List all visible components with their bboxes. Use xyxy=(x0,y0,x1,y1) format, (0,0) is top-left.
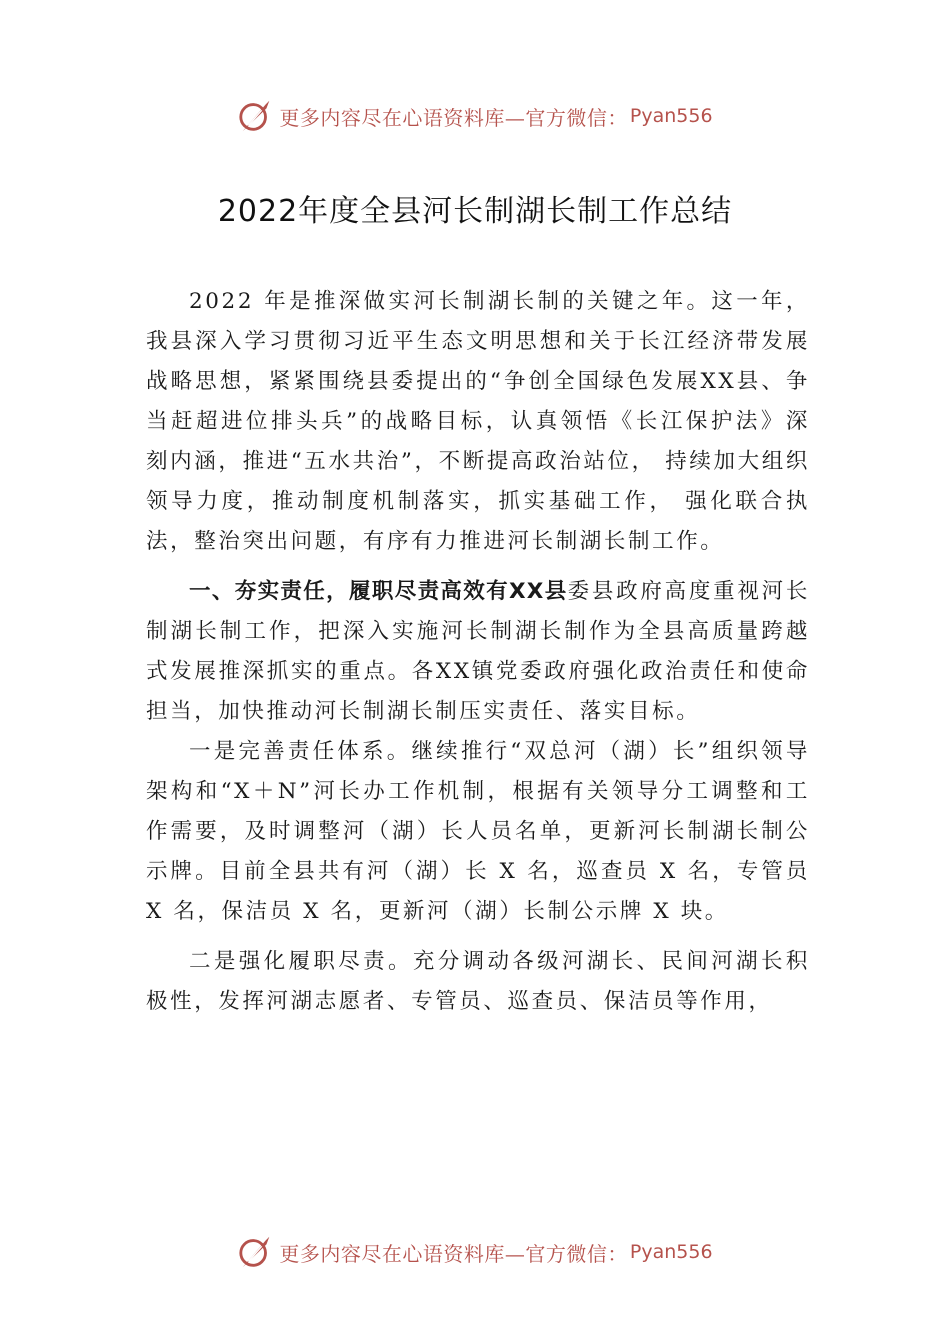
section1-paragraph xyxy=(146,572,810,732)
section1-body: 委县政府高度重视河长制湖长制工作，把深入实施河长制湖长制作为全县高质量跨越式发展推深抓实的重点。各XX镇党委政府强化政治责任和使命担当，加快推动河长制湖长制压实责任、落实目标。 xyxy=(146,579,810,724)
document-body xyxy=(146,282,810,1022)
watermark-banner-bottom xyxy=(0,1232,950,1272)
document-title: 2022年度全县河长制湖长制工作总结 xyxy=(217,194,733,229)
section1-heading: 一、夯实责任，履职尽责高效有XX县 xyxy=(189,579,568,604)
watermark-banner-top xyxy=(0,96,950,136)
item2-paragraph: 二是强化履职尽责。充分调动各级河湖长、民间河湖长积极性，发挥河湖志愿者、专管员、巡查员、保洁员等作用， xyxy=(146,949,810,1014)
item1-paragraph: 一是完善责任体系。继续推行“双总河（湖）长”组织领导架构和“X＋N”河长办工作机制，根据有关领导分工调整和工作需要，及时调整河（湖）长人员名单，更新河长制湖长制公示牌。目前全县共有河（湖）长 X 名，巡查员 X 名，专管员 X 名，保洁员 X 名，更新河（湖）长制公示牌 X 块。 xyxy=(146,739,810,924)
intro-paragraph: 2022 年是推深做实河长制湖长制的关键之年。这一年，我县深入学习贯彻习近平生态文明思想和关于长江经济带发展战略思想，紧紧围绕县委提出的“争创全国绿色发展XX县、争当赶超进位排头兵”的战略目标，认真领悟《长江保护法》深刻内涵，推进“五水共治”，不断提高政治站位， 持续加大组织领导力度，推动制度机制落实，抓实基础工作， 强化联合执法，整治突出问题，有序有力推进河长制湖长制工作。 xyxy=(146,289,810,554)
watermark-wechat-id: Pyan556 xyxy=(629,105,713,127)
quill-logo-icon xyxy=(237,97,275,135)
watermark-text: 更多内容尽在心语资料库—官方微信： xyxy=(279,105,628,130)
watermark-wechat-id: Pyan556 xyxy=(629,1241,713,1263)
quill-logo-icon xyxy=(237,1233,275,1271)
watermark-text: 更多内容尽在心语资料库—官方微信： xyxy=(279,1241,628,1266)
